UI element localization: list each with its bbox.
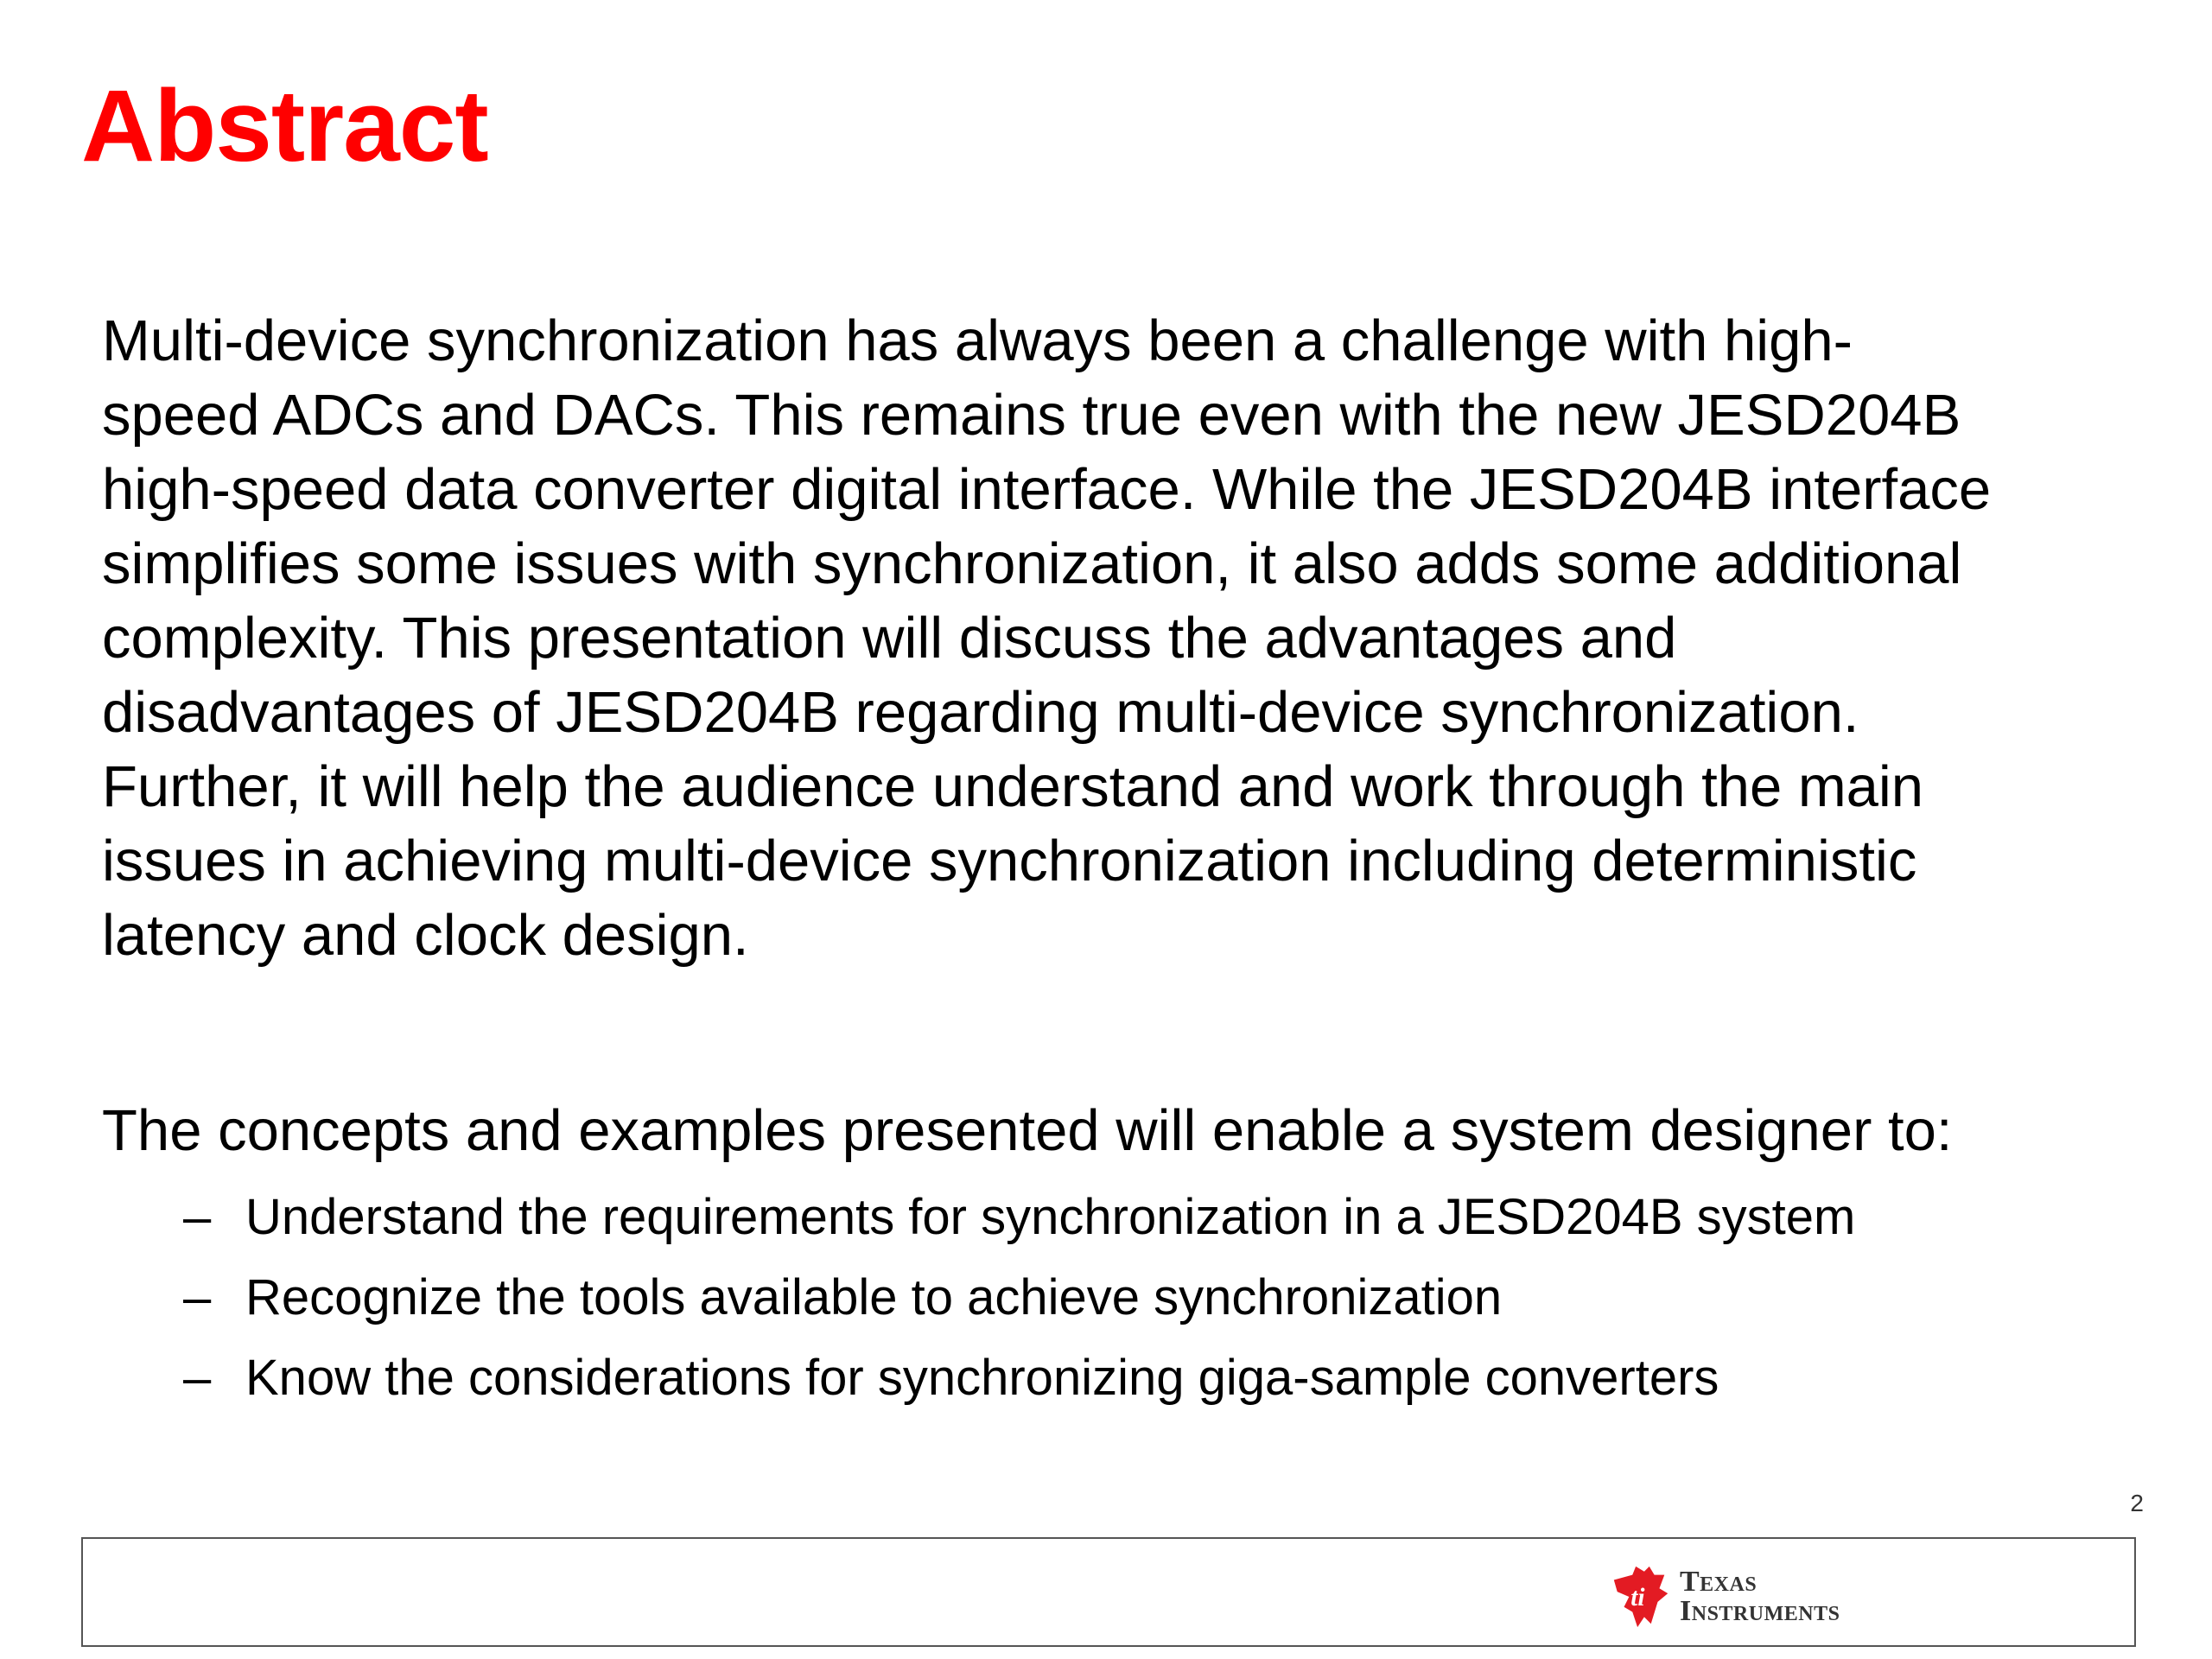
list-item [183,1338,1855,1418]
abstract-paragraph [102,304,2193,973]
bullet-marker: – [183,1189,212,1245]
abstract-line: disadvantages of JESD204B regarding multi-device synchronization. [102,680,1859,745]
abstract-line: issues in achieving multi-device synchronization including deterministic [102,829,1917,893]
bullet-marker: – [183,1269,212,1325]
bullet-marker: – [183,1350,212,1406]
objectives-list [183,1177,1855,1418]
logo-line-texas: Texas [1680,1566,1758,1598]
page-number: 2 [2130,1490,2144,1516]
list-item-text: Understand the requirements for synchronization in a JESD204B system [245,1189,1856,1245]
abstract-line: latency and clock design. [102,903,749,968]
texas-instruments-logo [1607,1562,1840,1631]
list-item [183,1257,1855,1338]
abstract-line: Further, it will help the audience understand and work through the main [102,754,1924,819]
abstract-line: speed ADCs and DACs. This remains true even with the new JESD204B [102,383,1961,448]
abstract-line: complexity. This presentation will discuss the advantages and [102,606,1677,671]
ti-logo-icon [1607,1563,1675,1630]
list-item-text: Recognize the tools available to achieve synchronization [245,1269,1503,1325]
abstract-line: simplifies some issues with synchronization, it also adds some additional [102,531,1962,596]
abstract-line: high-speed data converter digital interface. While the JESD204B interface [102,457,1992,522]
list-item [183,1177,1855,1257]
svg-text:ti: ti [1630,1583,1645,1611]
objectives-lead-in: The concepts and examples presented will enable a system designer to: [102,1098,1953,1163]
slide-title: Abstract [81,69,488,183]
abstract-line: Multi-device synchronization has always been a challenge with high- [102,308,1853,373]
logo-line-instruments: Instruments [1680,1595,1840,1627]
list-item-text: Know the considerations for synchronizing giga-sample converters [245,1350,1719,1406]
